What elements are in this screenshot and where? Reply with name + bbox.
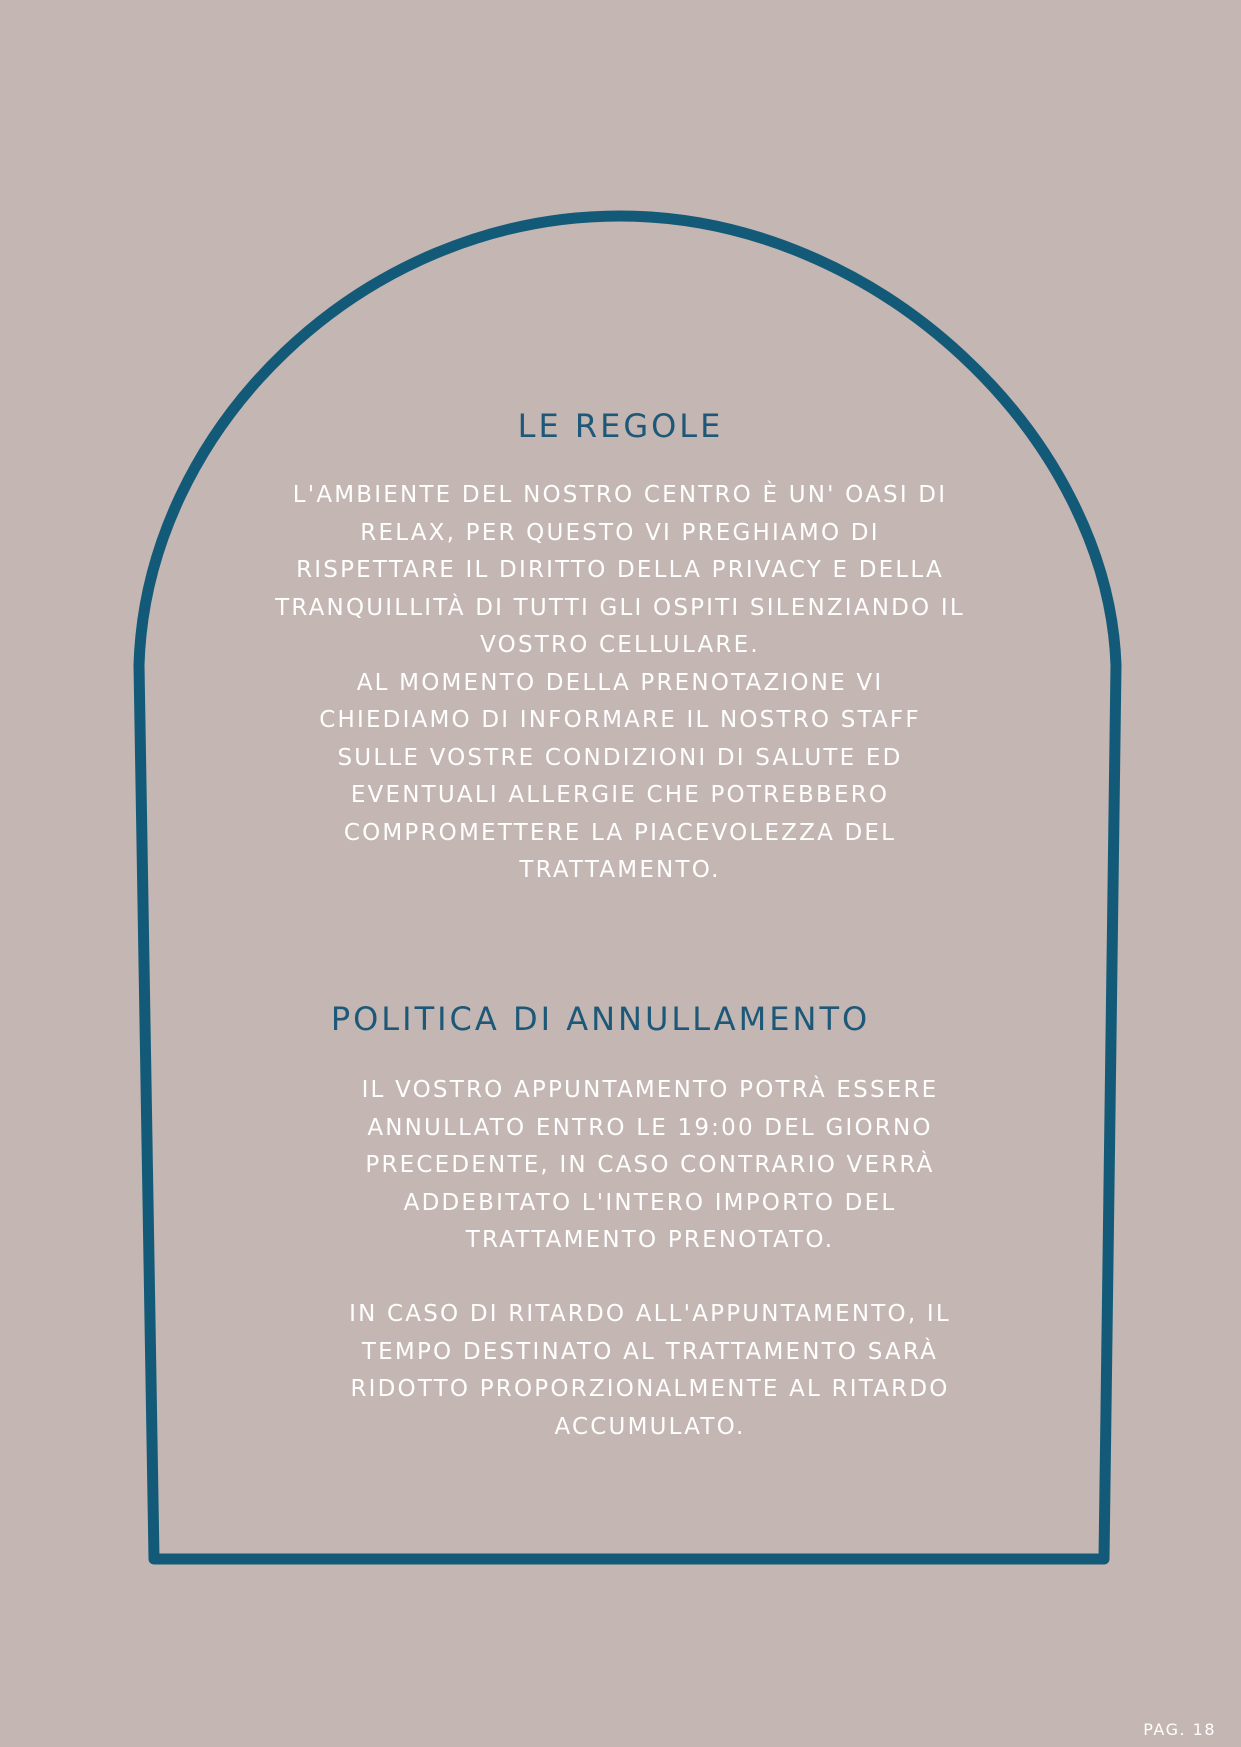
rules-line: SULLE VOSTRE CONDIZIONI DI SALUTE ED	[337, 744, 903, 771]
cancellation-line: IL VOSTRO APPUNTAMENTO POTRÀ ESSERE	[361, 1077, 939, 1103]
cancellation-paragraph-2	[200, 1296, 1100, 1446]
rules-title: LE REGOLE	[517, 407, 724, 445]
rules-line: COMPROMETTERE LA PIACEVOLEZZA DEL	[343, 819, 897, 846]
rules-line: AL MOMENTO DELLA PRENOTAZIONE VI	[356, 669, 884, 696]
cancellation-line: RIDOTTO PROPORZIONALMENTE AL RITARDO	[350, 1376, 950, 1402]
cancellation-line: ADDEBITATO L'INTERO IMPORTO DEL	[403, 1189, 897, 1216]
rules-line: TRATTAMENTO.	[519, 857, 721, 883]
rules-line: TRANQUILLITÀ DI TUTTI GLI OSPITI SILENZIANDO IL	[275, 594, 965, 621]
rules-line: EVENTUALI ALLERGIE CHE POTREBBERO	[350, 782, 890, 808]
cancellation-paragraph-1	[200, 1072, 1100, 1260]
cancellation-line: TEMPO DESTINATO AL TRATTAMENTO SARÀ	[361, 1338, 939, 1365]
cancellation-line: TRATTAMENTO PRENOTATO.	[465, 1227, 835, 1253]
rules-line: RISPETTARE IL DIRITTO DELLA PRIVACY E DELLA	[296, 557, 944, 583]
rules-line: VOSTRO CELLULARE.	[480, 632, 760, 658]
rules-line: L'AMBIENTE DEL NOSTRO CENTRO È UN' OASI DI	[292, 482, 948, 508]
rules-text	[170, 477, 1070, 890]
rules-line: RELAX, PER QUESTO VI PREGHIAMO DI	[360, 519, 880, 546]
rules-line: CHIEDIAMO DI INFORMARE IL NOSTRO STAFF	[319, 707, 921, 733]
cancellation-line: ACCUMULATO.	[554, 1413, 746, 1440]
cancellation-title: POLITICA DI ANNULLAMENTO	[330, 1000, 871, 1038]
cancellation-line: IN CASO DI RITARDO ALL'APPUNTAMENTO, IL	[349, 1301, 951, 1327]
cancellation-line: ANNULLATO ENTRO LE 19:00 DEL GIORNO	[367, 1114, 933, 1141]
page-number: PAG. 18	[1143, 1720, 1216, 1739]
cancellation-line: PRECEDENTE, IN CASO CONTRARIO VERRÀ	[365, 1152, 935, 1178]
